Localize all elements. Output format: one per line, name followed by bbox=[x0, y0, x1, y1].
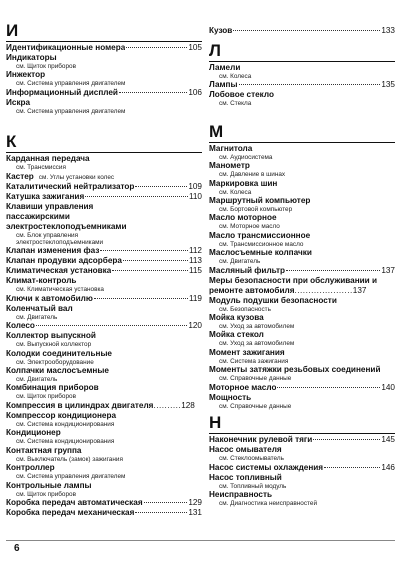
see-reference: см. Система зажигания bbox=[219, 357, 289, 365]
leader-dots bbox=[239, 84, 381, 85]
page-ref: 133 bbox=[381, 26, 395, 35]
index-entry bbox=[209, 231, 395, 248]
see-reference: см. Система кондиционирования bbox=[16, 420, 115, 428]
index-term: Наконечник рулевой тяги bbox=[209, 435, 313, 445]
see-reference: см. Колеса bbox=[219, 73, 252, 80]
index-term: Клапан продувки адсорбера bbox=[6, 256, 122, 266]
index-term: Мойка кузова bbox=[209, 313, 264, 323]
see-reference: см. Двигатель bbox=[16, 313, 58, 321]
index-term: Климат-контроль bbox=[6, 276, 77, 286]
index-term: Маслосъемные колпачки bbox=[209, 248, 312, 258]
leader-dots bbox=[233, 30, 380, 31]
page-ref: 113 bbox=[188, 256, 202, 266]
index-entry bbox=[209, 26, 395, 36]
index-entry bbox=[6, 446, 202, 463]
index-term: Лампы bbox=[209, 80, 238, 90]
leader-dots bbox=[324, 467, 380, 468]
page-ref: 137 bbox=[352, 285, 367, 295]
see-reference: см. Климатическая установка bbox=[16, 286, 104, 294]
leader-dots bbox=[144, 502, 188, 503]
see-reference: см. Уход за автомобилем bbox=[219, 340, 295, 348]
see-reference: см. Выпускной коллектор bbox=[16, 341, 92, 349]
index-term: Насос омывателя bbox=[209, 445, 282, 455]
index-term: Коробка передач автоматическая bbox=[6, 497, 143, 507]
index-term: Инжектор bbox=[6, 70, 46, 80]
index-entry bbox=[209, 144, 395, 161]
index-term: Масляный фильтр bbox=[209, 265, 285, 275]
see-reference: см. Выключатель (замок) зажигания bbox=[16, 455, 123, 463]
see-reference: см. Колеса bbox=[219, 188, 252, 196]
see-reference: см. Углы установки колес bbox=[38, 173, 115, 181]
index-term: Комбинация приборов bbox=[6, 383, 99, 393]
index-term: Катушка зажигания bbox=[6, 191, 85, 201]
see-reference: см. Трансмиссионное масло bbox=[219, 240, 304, 248]
see-reference: см. Электрооборудование bbox=[16, 358, 94, 366]
index-entry bbox=[209, 463, 395, 473]
see-reference: см. Блок управления электростеклоподъемниками bbox=[16, 231, 104, 247]
section-rule bbox=[209, 142, 395, 143]
index-term: Колпачки маслосъемные bbox=[6, 366, 109, 376]
index-entry bbox=[6, 294, 202, 304]
index-entry bbox=[6, 304, 202, 321]
section-letter: Л bbox=[209, 41, 221, 60]
index-section-k bbox=[6, 133, 202, 518]
index-term: Мощность bbox=[209, 392, 252, 402]
leader-dots bbox=[123, 260, 188, 261]
see-reference: см. Система управления двигателем bbox=[16, 80, 126, 88]
index-entry bbox=[209, 179, 395, 196]
page-ref: 146 bbox=[381, 462, 395, 472]
index-term: Каталитический нейтрализатор bbox=[6, 181, 135, 191]
index-term: Насос топливный bbox=[209, 472, 282, 482]
index-entry bbox=[6, 321, 202, 331]
leader-dots bbox=[85, 196, 188, 197]
see-reference: см. Диагностика неисправностей bbox=[219, 499, 318, 507]
index-term: Меры безопасности при обслуживании и ремонте автомобиля bbox=[209, 275, 378, 295]
index-entry bbox=[6, 266, 202, 276]
leader-dots bbox=[126, 47, 187, 48]
index-entry bbox=[209, 435, 395, 445]
see-reference: см. Бортовой компьютер bbox=[219, 206, 293, 214]
index-term: Индикаторы bbox=[6, 53, 57, 62]
index-section-l bbox=[209, 42, 395, 108]
index-entry bbox=[6, 172, 202, 182]
index-term: Контрольные лампы bbox=[6, 480, 92, 490]
leader-dots bbox=[36, 325, 187, 326]
index-section-i bbox=[6, 22, 202, 115]
index-entry bbox=[209, 445, 395, 462]
index-entry bbox=[6, 481, 202, 498]
see-reference: см. Справочные данные bbox=[219, 375, 292, 383]
section-rule bbox=[209, 433, 395, 434]
index-entry bbox=[6, 498, 202, 508]
leader-dots bbox=[277, 387, 380, 388]
index-entry bbox=[209, 393, 395, 410]
index-term: Коленчатый вал bbox=[6, 303, 73, 313]
index-entry bbox=[209, 296, 395, 313]
page-ref: 112 bbox=[188, 246, 202, 256]
index-entry bbox=[209, 473, 395, 490]
index-entry bbox=[209, 276, 395, 296]
page-ref: 105 bbox=[188, 43, 202, 52]
page-ref: 119 bbox=[188, 293, 202, 303]
leader-dots bbox=[100, 250, 188, 251]
page-ref: 115 bbox=[188, 266, 202, 276]
index-entry bbox=[6, 256, 202, 266]
index-term: Коллектор выпускной bbox=[6, 331, 96, 341]
index-entry bbox=[209, 266, 395, 276]
page-ref: 145 bbox=[381, 435, 395, 445]
page-ref: 131 bbox=[188, 507, 202, 517]
index-term: Колесо bbox=[6, 321, 35, 331]
page-ref: 129 bbox=[188, 497, 202, 507]
see-reference: см. Система управления двигателем bbox=[16, 107, 126, 115]
index-column-right bbox=[209, 26, 395, 507]
index-entry bbox=[6, 43, 202, 53]
index-term: Магнитола bbox=[209, 143, 253, 153]
page-ref: 140 bbox=[381, 382, 395, 392]
index-term: Модуль подушки безопасности bbox=[209, 295, 337, 305]
index-entry bbox=[6, 246, 202, 256]
see-reference: см. Аудиосистема bbox=[219, 153, 273, 161]
leader-dots: ..................... bbox=[294, 285, 353, 295]
index-entry bbox=[6, 383, 202, 400]
index-entry bbox=[6, 192, 202, 202]
leader-dots bbox=[313, 439, 380, 440]
see-reference: см. Трансмиссия bbox=[16, 164, 66, 172]
index-entry bbox=[209, 80, 395, 90]
leader-dots: .......... bbox=[153, 400, 182, 410]
index-term: Контактная группа bbox=[6, 445, 82, 455]
index-term: Момент зажигания bbox=[209, 347, 285, 357]
page-number: 6 bbox=[14, 543, 20, 554]
index-entry bbox=[209, 213, 395, 230]
index-entry bbox=[209, 248, 395, 265]
index-entry bbox=[209, 348, 395, 365]
page-ref: 137 bbox=[381, 265, 395, 275]
see-reference: см. Давление в шинах bbox=[219, 171, 286, 179]
index-section-m bbox=[209, 123, 395, 410]
index-term: Насос системы охлаждения bbox=[209, 462, 324, 472]
index-entry bbox=[209, 383, 395, 393]
see-reference: см. Система управления двигателем bbox=[16, 473, 126, 481]
index-term: Климатическая установка bbox=[6, 266, 112, 276]
leader-dots bbox=[112, 270, 188, 271]
footer-rule bbox=[6, 540, 395, 541]
section-rule bbox=[6, 41, 202, 42]
index-term: Моменты затяжки резьбовых соединений bbox=[209, 365, 381, 375]
index-term: Ламели bbox=[209, 63, 241, 72]
index-entry bbox=[209, 313, 395, 330]
index-term: Масло моторное bbox=[209, 213, 277, 223]
page-ref: 106 bbox=[188, 87, 202, 97]
index-term: Информационный дисплей bbox=[6, 87, 118, 97]
section-letter: Н bbox=[209, 413, 222, 433]
see-reference: см. Щиток приборов bbox=[16, 393, 76, 401]
index-entry bbox=[6, 154, 202, 171]
index-entry bbox=[209, 161, 395, 178]
index-entry bbox=[209, 490, 395, 507]
index-entry bbox=[6, 366, 202, 383]
page-ref: 110 bbox=[188, 191, 202, 201]
index-term: Клапан изменения фаз bbox=[6, 246, 100, 256]
section-rule bbox=[209, 61, 395, 62]
see-reference: см. Щиток приборов bbox=[16, 490, 76, 498]
see-reference: см. Двигатель bbox=[16, 376, 58, 384]
index-term: Лобовое стекло bbox=[209, 90, 274, 100]
index-term: Ключи к автомобилю bbox=[6, 293, 93, 303]
see-reference: см. Стекла bbox=[219, 100, 252, 108]
index-term: Клавиши управления пассажирскими электростеклоподъемниками bbox=[6, 201, 127, 231]
index-entry bbox=[6, 70, 202, 87]
index-term: Масло трансмиссионное bbox=[209, 230, 311, 240]
index-entry bbox=[209, 90, 395, 107]
see-reference: см. Система кондиционирования bbox=[16, 438, 115, 446]
page-ref: 128 bbox=[181, 400, 195, 410]
index-entry bbox=[209, 196, 395, 213]
index-entry bbox=[6, 331, 202, 348]
index-column-left bbox=[6, 22, 202, 518]
page-ref: 120 bbox=[188, 321, 202, 331]
index-term: Маршрутный компьютер bbox=[209, 196, 311, 206]
index-term: Колодки соединительные bbox=[6, 348, 112, 358]
index-term: Кузов bbox=[209, 26, 233, 35]
index-term: Компрессия в цилиндрах двигателя bbox=[6, 400, 154, 410]
index-entry bbox=[6, 401, 202, 411]
section-letter: К bbox=[6, 132, 17, 152]
section-letter: И bbox=[6, 21, 19, 40]
index-term: Идентификационные номера bbox=[6, 43, 126, 52]
see-reference: см. Моторное масло bbox=[219, 223, 280, 231]
section-rule bbox=[6, 152, 202, 153]
index-entry bbox=[209, 63, 395, 80]
section-letter: М bbox=[209, 121, 224, 141]
see-reference: см. Топливный модуль bbox=[219, 482, 287, 490]
index-term: Неисправность bbox=[209, 489, 273, 499]
see-reference: см. Безопасность bbox=[219, 305, 271, 313]
index-entry bbox=[6, 349, 202, 366]
index-entry bbox=[6, 276, 202, 293]
index-entry bbox=[6, 182, 202, 192]
index-term: Моторное масло bbox=[209, 382, 277, 392]
index-entry bbox=[6, 88, 202, 98]
index-entry bbox=[6, 202, 202, 247]
leader-dots bbox=[94, 298, 188, 299]
index-term: Мойка стекол bbox=[209, 330, 264, 340]
leader-dots bbox=[119, 92, 187, 93]
index-term: Искра bbox=[6, 97, 31, 107]
see-reference: см. Щиток приборов bbox=[16, 63, 76, 70]
leader-dots bbox=[286, 270, 380, 271]
index-entry bbox=[6, 53, 202, 70]
leader-dots bbox=[135, 512, 187, 513]
see-reference: см. Справочные данные bbox=[219, 402, 292, 410]
index-entry bbox=[6, 508, 202, 518]
index-entry bbox=[6, 463, 202, 480]
index-entry bbox=[6, 411, 202, 428]
index-term: Контроллер bbox=[6, 463, 55, 473]
index-section-n bbox=[209, 414, 395, 507]
leader-dots bbox=[135, 186, 187, 187]
index-term: Карданная передача bbox=[6, 154, 90, 164]
index-term: Кастер bbox=[6, 171, 34, 181]
index-entry bbox=[6, 428, 202, 445]
index-term: Кондиционер bbox=[6, 428, 61, 438]
see-reference: см. Уход за автомобилем bbox=[219, 323, 295, 331]
index-term: Компрессор кондиционера bbox=[6, 410, 117, 420]
page-ref: 135 bbox=[381, 80, 395, 90]
index-term: Коробка передач механическая bbox=[6, 507, 135, 517]
see-reference: см. Двигатель bbox=[219, 258, 261, 266]
index-entry bbox=[209, 365, 395, 382]
index-term: Маркировка шин bbox=[209, 178, 278, 188]
index-entry bbox=[6, 98, 202, 115]
index-term: Манометр bbox=[209, 161, 250, 171]
index-entry bbox=[209, 330, 395, 347]
see-reference: см. Стеклоомыватель bbox=[219, 455, 284, 463]
page-ref: 109 bbox=[188, 181, 202, 191]
